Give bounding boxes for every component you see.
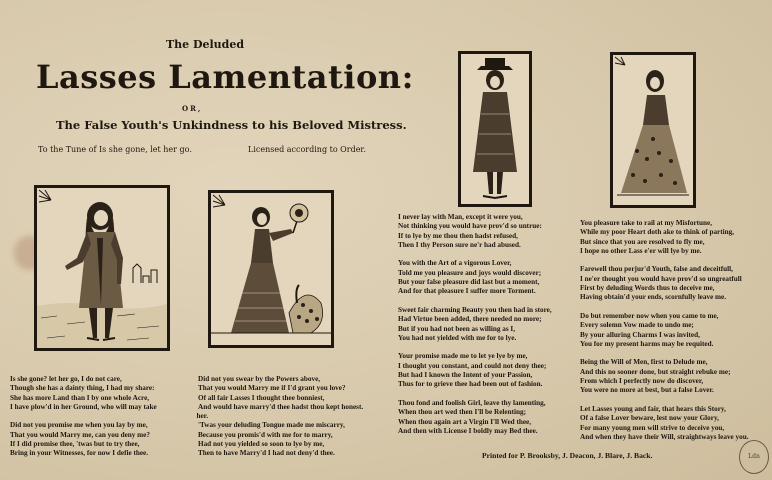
verse-column-4 xyxy=(580,219,766,448)
verse-line: Did not you swear by the Powers above, xyxy=(198,375,321,383)
verse-line: From which I perfectly now do discover, xyxy=(580,377,704,386)
verse-line: You with the Art of a vigorous Lover, xyxy=(398,259,512,268)
verse-line: Your promise made me to let ye lye by me, xyxy=(398,352,528,361)
verse-line: I never lay with Man, except it were you, xyxy=(398,213,523,221)
verse-line: I thought you constant, and could not deny thee; xyxy=(398,361,547,370)
verse-line: That you would Marry me if I'd grant you love? xyxy=(198,384,346,393)
verse-line: Had not you yielded so soon to lye by me, xyxy=(198,440,325,449)
verse-line: Thus for to grieve thee had been out of fashion. xyxy=(398,380,543,389)
page-title: Lasses Lamentation: xyxy=(36,58,414,96)
man-hat-illustration xyxy=(461,54,529,204)
verse-line: You for my present harms may be requited. xyxy=(580,339,714,348)
subtitle: The False Youth's Unkindness to his Beloved Mistress. xyxy=(56,118,407,132)
verse-line xyxy=(580,303,766,312)
verse-line: Did not you promise me when you lay by me, xyxy=(10,421,148,430)
verse-line: And for that pleasure I suffer more Torment. xyxy=(398,287,536,296)
woodcut-lady-peacock xyxy=(208,190,334,348)
verse-line: If to lye by me thou then hadst refused, xyxy=(398,231,518,240)
verse-line: But if you had not been as willing as I, xyxy=(398,324,516,333)
verse-line xyxy=(398,297,576,306)
verse-line xyxy=(398,250,576,259)
verse-line: But your false pleasure did last but a moment, xyxy=(398,278,540,287)
verse-line: And then with License I boldly may Bed thee. xyxy=(398,426,538,435)
verse-line: And this no sooner done, but straight rebuke me; xyxy=(580,367,731,376)
verse-line: Bring in your Witnesses, for now I defie thee. xyxy=(10,449,149,458)
gentleman-illustration xyxy=(37,188,167,348)
verse-line: And would have marry'd thee hadst thou kept honest. xyxy=(198,402,364,411)
printer-imprint: Printed for P. Brooksby, J. Deacon, J. Blare, J. Back. xyxy=(482,451,653,460)
verse-line: When thou art wed then I'll be Relenting; xyxy=(398,408,526,417)
tune-line: To the Tune of Is she gone, let her go. xyxy=(38,145,192,154)
verse-line: Not thinking you would have prov'd so untrue: xyxy=(398,222,542,231)
verse-line xyxy=(398,343,576,352)
verse-line: But had I known the Intent of your Passion, xyxy=(398,371,533,380)
title-or: OR, xyxy=(182,104,203,113)
verse-line: But since that you are resolved to fly me, xyxy=(580,237,705,246)
verse-line xyxy=(580,256,766,265)
verse-line: If I did promise thee, 'twas but to try thee, xyxy=(10,440,140,449)
verse-line: Told me you pleasure and joys would discover; xyxy=(398,268,542,277)
verse-line xyxy=(580,349,766,358)
lady-gown-illustration xyxy=(613,55,693,205)
verse-line: Of all fair Lasses I thought thee bonniest, xyxy=(198,393,325,402)
verse-line: Thou fond and foolish Girl, leave thy lamenting, xyxy=(398,398,546,407)
verse-line: I have plow'd in her Ground, who will may take xyxy=(10,402,157,411)
verse-line xyxy=(198,412,376,421)
verse-line xyxy=(398,390,576,399)
verse-line: 'Twas your deluding Tongue made me miscarry, xyxy=(198,421,345,430)
verse-line: I hope no other Lass e'er will lye by me. xyxy=(580,246,702,255)
woodcut-man-hat-cloak xyxy=(458,51,532,207)
verse-line: You had not yielded with me for to lye. xyxy=(398,333,517,342)
verse-column-3 xyxy=(398,213,576,448)
verse-line: Every solemn Vow made to undo me; xyxy=(580,321,694,330)
verse-line: Farewell thou perjur'd Youth, false and deceitfull, xyxy=(580,265,733,274)
verse-line: When thou again art a Virgin I'll Wed thee, xyxy=(398,417,532,426)
verse-line: First by deluding Words thus to deceive me, xyxy=(580,284,715,293)
verse-line: Do but remember now when you came to me, xyxy=(580,311,719,320)
title-prefix: The Deluded xyxy=(165,38,245,51)
woodcut-gentleman-periwig xyxy=(34,185,170,351)
verse-line: For many young men will strive to deceive you, xyxy=(580,423,725,432)
verse-line: Having obtain'd your ends, scornfully leave me. xyxy=(580,293,727,302)
verse-column-1 xyxy=(10,375,208,459)
verse-line: By your alluring Charms I was invited, xyxy=(580,330,700,339)
verse-line: Then I thy Person sure ne'r had abused. xyxy=(398,240,521,249)
verse-line: You pleasure take to rail at my Misfortune, xyxy=(580,219,713,227)
verse-line: Though she has a dainty thing, I had my share: xyxy=(10,384,155,393)
verse-line: Is she gone? let her go, I do not care, xyxy=(10,375,122,383)
verse-line: Sweet fair charming Beauty you then had in store, xyxy=(398,305,552,314)
verse-line: She has more Land than I by one whole Acre, xyxy=(10,393,150,402)
verse-line: Had Virtue been added, there needed no more; xyxy=(398,315,542,324)
verse-line: Of a false Lover beware, lest now your Glory, xyxy=(580,414,719,423)
verse-line: Being the Will of Men, first to Delude me, xyxy=(580,358,708,367)
verse-line: While my poor Heart doth ake to think of parting, xyxy=(580,228,735,237)
verse-line: her. xyxy=(196,412,208,421)
verse-line: And when they have their Will, straightways leave you. xyxy=(580,432,749,441)
library-stamp: Ldn xyxy=(739,440,769,474)
verse-line: Because you promis'd with me for to marry, xyxy=(198,430,333,439)
licensed-line: Licensed according to Order. xyxy=(248,145,366,154)
verse-line: Then to have Marry'd I had not deny'd thee. xyxy=(198,449,335,458)
verse-line: Let Lasses young and fair, that hears this Story, xyxy=(580,404,726,413)
verse-line: I ne'er thought you would have prov'd so ungreatfull xyxy=(580,274,742,283)
verse-line: You were no more at best, but a false Lover. xyxy=(580,386,714,395)
verse-line: That you would Marry me, can you deny me? xyxy=(10,430,150,439)
verse-column-2 xyxy=(198,375,376,459)
verse-line xyxy=(580,396,766,405)
woodcut-lady-gown xyxy=(610,52,696,208)
lady-peacock-illustration xyxy=(211,193,331,345)
